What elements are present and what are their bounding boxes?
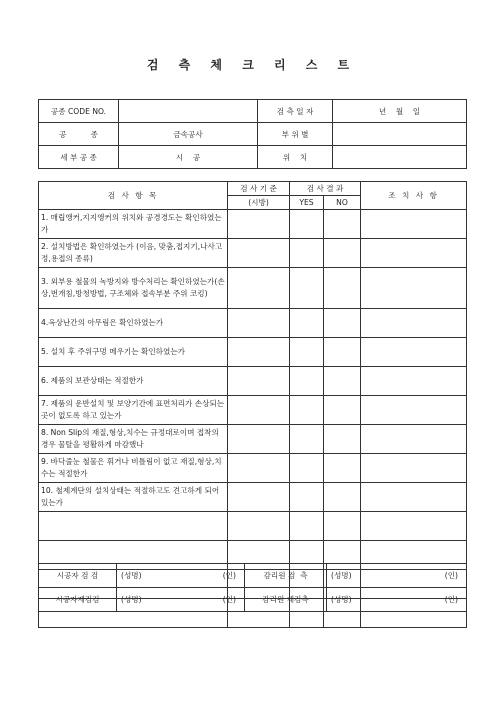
header-row-work bbox=[39, 123, 467, 146]
signature-row bbox=[39, 588, 467, 612]
no-cell[interactable] bbox=[324, 454, 361, 483]
no-cell[interactable] bbox=[324, 309, 361, 338]
table-row bbox=[39, 210, 467, 239]
no-cell[interactable] bbox=[324, 425, 361, 454]
col-result-header: 검 사 결 과 bbox=[290, 182, 361, 196]
supervisor-inspect-sign[interactable] bbox=[327, 564, 467, 588]
check-item: 3. 외부용 철물의 녹방지와 방수처리는 확인하였는가(손상,번개침,방청방법, 구조체와 접속부분 주위 코킹) bbox=[39, 268, 228, 309]
contractor-reinspect-label: 시공자재검검 bbox=[39, 588, 117, 612]
page-title: 검 측 체 크 리 스 트 bbox=[146, 58, 358, 72]
check-item: 4.옥상난간의 아무림은 확인하였는가 bbox=[39, 309, 228, 338]
supervisor-reinspect-label: 감리원 재검측 bbox=[245, 588, 327, 612]
table-row bbox=[39, 425, 467, 454]
yes-cell[interactable] bbox=[290, 512, 324, 541]
col-yes-header: YES bbox=[290, 196, 324, 210]
action-cell[interactable] bbox=[361, 454, 467, 483]
action-cell[interactable] bbox=[361, 239, 467, 268]
date-value[interactable]: 년 월 일 bbox=[333, 100, 467, 123]
name-label: (성명) bbox=[331, 571, 352, 580]
supervisor-inspect-label: 감리원 검 측 bbox=[245, 564, 327, 588]
standard-cell[interactable] bbox=[228, 483, 290, 512]
action-cell[interactable] bbox=[361, 512, 467, 541]
location-label: 위 치 bbox=[258, 146, 333, 169]
check-item: 1. 매립앵커,지지앵커의 위치와 공경경도는 확인하였는가 bbox=[39, 210, 228, 239]
name-label: (성명) bbox=[121, 595, 142, 604]
part-value[interactable] bbox=[333, 123, 467, 146]
check-item: 7. 제품의 운반설치 및 보양기간에 표면처리가 손상되는 곳이 없도록 하고 있는가 bbox=[39, 396, 228, 425]
standard-cell[interactable] bbox=[228, 239, 290, 268]
yes-cell[interactable] bbox=[290, 454, 324, 483]
no-cell[interactable] bbox=[324, 239, 361, 268]
col-standard-header: 검 사 기 준 bbox=[228, 182, 290, 196]
standard-cell[interactable] bbox=[228, 338, 290, 367]
no-cell[interactable] bbox=[324, 512, 361, 541]
no-cell[interactable] bbox=[324, 210, 361, 239]
col-standard-sub: (시방) bbox=[228, 196, 290, 210]
check-item: 8. Non Slip의 재질,형상,치수는 규정대로이며 접착의 경우 물탈을 평활하게 마감했나 bbox=[39, 425, 228, 454]
standard-cell[interactable] bbox=[228, 367, 290, 396]
standard-cell[interactable] bbox=[228, 309, 290, 338]
action-cell[interactable] bbox=[361, 309, 467, 338]
no-cell[interactable] bbox=[324, 483, 361, 512]
checklist-header-row bbox=[39, 182, 467, 196]
action-cell[interactable] bbox=[361, 396, 467, 425]
supervisor-reinspect-sign[interactable] bbox=[327, 588, 467, 612]
yes-cell[interactable] bbox=[290, 239, 324, 268]
header-table bbox=[38, 99, 467, 169]
date-label: 검 측 일 자 bbox=[258, 100, 333, 123]
contractor-reinspect-sign[interactable] bbox=[117, 588, 245, 612]
yes-cell[interactable] bbox=[290, 309, 324, 338]
seal-label: (인) bbox=[222, 595, 236, 604]
check-item: 5. 설치 후 주위구멍 메우기는 확인하였는가 bbox=[39, 338, 228, 367]
action-cell[interactable] bbox=[361, 268, 467, 309]
seal-label: (인) bbox=[444, 595, 458, 604]
action-cell[interactable] bbox=[361, 210, 467, 239]
table-row bbox=[39, 239, 467, 268]
yes-cell[interactable] bbox=[290, 367, 324, 396]
standard-cell[interactable] bbox=[228, 454, 290, 483]
standard-cell[interactable] bbox=[228, 268, 290, 309]
no-cell[interactable] bbox=[324, 367, 361, 396]
standard-cell[interactable] bbox=[228, 512, 290, 541]
no-cell[interactable] bbox=[324, 268, 361, 309]
detail-value[interactable]: 시 공 bbox=[119, 146, 258, 169]
col-action-header: 조 치 사 항 bbox=[361, 182, 467, 210]
check-item: 6. 제품의 보관상태는 적절한가 bbox=[39, 367, 228, 396]
standard-cell[interactable] bbox=[228, 396, 290, 425]
contractor-inspect-sign[interactable] bbox=[117, 564, 245, 588]
table-row bbox=[39, 268, 467, 309]
part-label: 부 위 별 bbox=[258, 123, 333, 146]
header-row-code bbox=[39, 100, 467, 123]
table-row bbox=[39, 367, 467, 396]
check-item: 9. 바닥줄눈 철물은 휘거나 비틀림이 없고 재질,형상,치수는 적절한가 bbox=[39, 454, 228, 483]
work-label: 공 종 bbox=[39, 123, 119, 146]
table-row bbox=[39, 512, 467, 541]
table-row bbox=[39, 483, 467, 512]
name-label: (성명) bbox=[121, 571, 142, 580]
header-row-detail bbox=[39, 146, 467, 169]
yes-cell[interactable] bbox=[290, 396, 324, 425]
yes-cell[interactable] bbox=[290, 210, 324, 239]
seal-label: (인) bbox=[222, 571, 236, 580]
standard-cell[interactable] bbox=[228, 425, 290, 454]
code-label: 공종 CODE NO. bbox=[39, 100, 119, 123]
no-cell[interactable] bbox=[324, 338, 361, 367]
yes-cell[interactable] bbox=[290, 338, 324, 367]
action-cell[interactable] bbox=[361, 367, 467, 396]
check-item: 2. 설치방법은 확인하였는가 (이음, 맞춤,접지기,나사고정,용접의 종류) bbox=[39, 239, 228, 268]
action-cell[interactable] bbox=[361, 338, 467, 367]
contractor-inspect-label: 시공자 검 검 bbox=[39, 564, 117, 588]
check-item bbox=[39, 512, 228, 541]
yes-cell[interactable] bbox=[290, 268, 324, 309]
location-value[interactable] bbox=[333, 146, 467, 169]
col-no-header: NO bbox=[324, 196, 361, 210]
name-label: (성명) bbox=[331, 595, 352, 604]
signature-table bbox=[38, 563, 467, 612]
check-item: 10. 철제계단의 설치상태는 적절하고도 견고하게 되어 있는가 bbox=[39, 483, 228, 512]
yes-cell[interactable] bbox=[290, 483, 324, 512]
signature-row bbox=[39, 564, 467, 588]
code-value[interactable] bbox=[119, 100, 258, 123]
checklist-table bbox=[38, 181, 467, 628]
work-value[interactable]: 금속공사 bbox=[119, 123, 258, 146]
table-row bbox=[39, 396, 467, 425]
action-cell[interactable] bbox=[361, 425, 467, 454]
seal-label: (인) bbox=[444, 571, 458, 580]
yes-cell[interactable] bbox=[290, 425, 324, 454]
col-item-header: 검 사 항 목 bbox=[39, 182, 228, 210]
standard-cell[interactable] bbox=[228, 210, 290, 239]
table-row bbox=[39, 309, 467, 338]
table-row bbox=[39, 454, 467, 483]
action-cell[interactable] bbox=[361, 483, 467, 512]
detail-label: 세 부 공 종 bbox=[39, 146, 119, 169]
no-cell[interactable] bbox=[324, 396, 361, 425]
table-row bbox=[39, 338, 467, 367]
